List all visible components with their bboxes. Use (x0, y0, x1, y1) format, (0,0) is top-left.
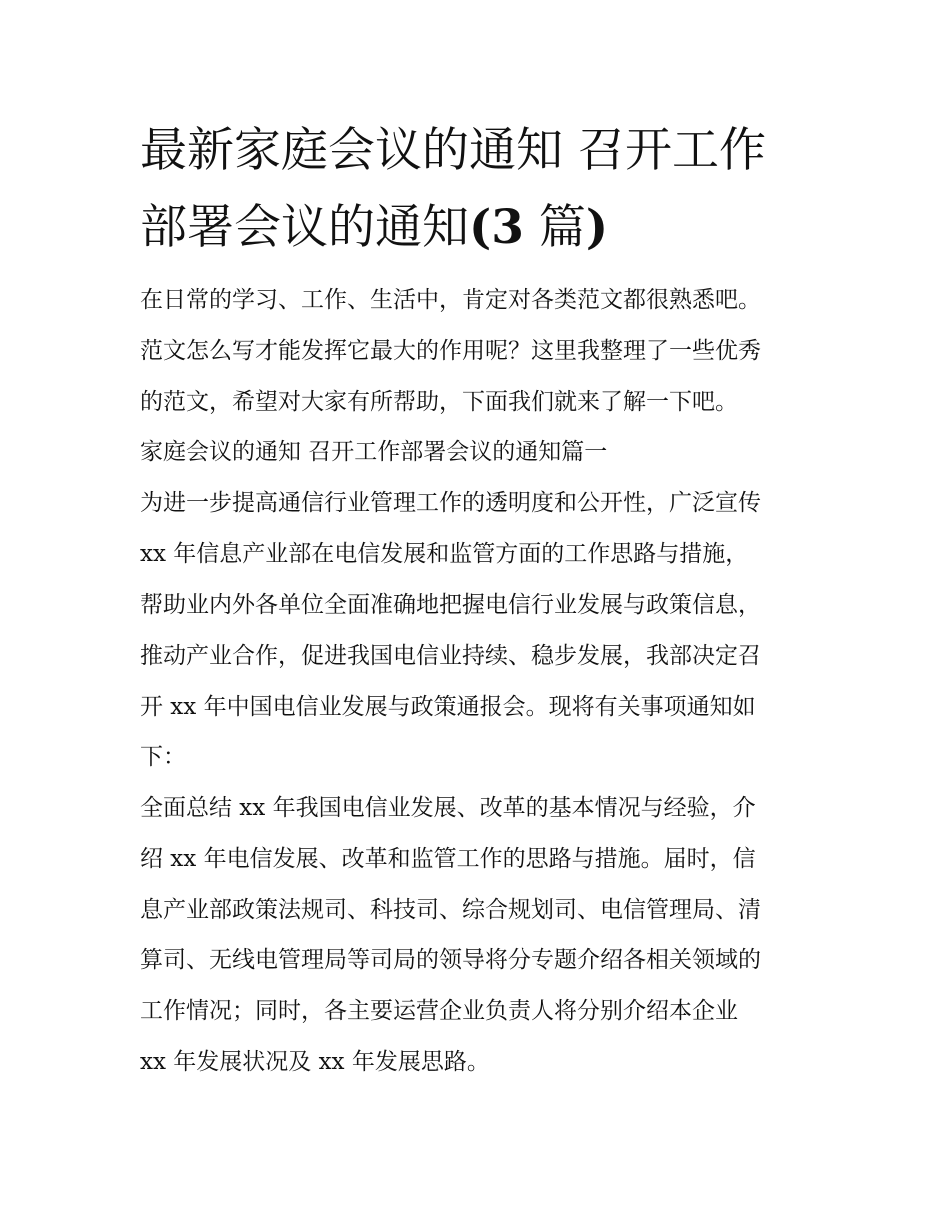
section-heading: 家庭会议的通知 召开工作部署会议的通知篇一 (140, 439, 608, 465)
body-line: 推动产业合作，促进我国电信业持续、稳步发展，我部决定召 (140, 643, 761, 669)
body-line: xx 年发展状况及 xx 年发展思路。 (140, 1049, 490, 1075)
body-line: 开 xx 年中国电信业发展与政策通报会。现将有关事项通知如 (140, 694, 756, 720)
body-line: 工作情况；同时，各主要运营企业负责人将分别介绍本企业 (140, 998, 738, 1024)
body-line: 为进一步提高通信行业管理工作的透明度和公开性，广泛宣传 (140, 490, 761, 516)
body-line: xx 年信息产业部在电信发展和监管方面的工作思路与措施， (140, 541, 749, 567)
title-line-2-unit: 篇 (523, 200, 586, 255)
body-line: 下： (140, 744, 186, 770)
title-line-1: 最新家庭会议的通知 召开工作 (140, 123, 766, 178)
body-line: 算司、无线电管理局等司局的领导将分专题介绍各相关领域的 (140, 947, 761, 973)
document-title (140, 112, 830, 266)
body-line: 帮助业内外各单位全面准确地把握电信行业发展与政策信息， (140, 592, 761, 618)
body-line: 范文怎么写才能发挥它最大的作用呢？这里我整理了一些优秀 (140, 338, 761, 364)
title-line-2-text: 部署会议的通知 (140, 200, 469, 255)
body-line: 全面总结 xx 年我国电信业发展、改革的基本情况与经验，介 (140, 795, 756, 821)
title-line-2-close: ) (585, 200, 609, 255)
body-line: 在日常的学习、工作、生活中，肯定对各类范文都很熟悉吧。 (140, 287, 761, 313)
body-line: 的范文，希望对大家有所帮助，下面我们就来了解一下吧。 (140, 389, 738, 415)
body-line: 绍 xx 年电信发展、改革和监管工作的思路与措施。届时，信 (140, 846, 756, 872)
body-line: 息产业部政策法规司、科技司、综合规划司、电信管理局、清 (140, 897, 761, 923)
title-line-2-count: (3 (469, 200, 524, 255)
